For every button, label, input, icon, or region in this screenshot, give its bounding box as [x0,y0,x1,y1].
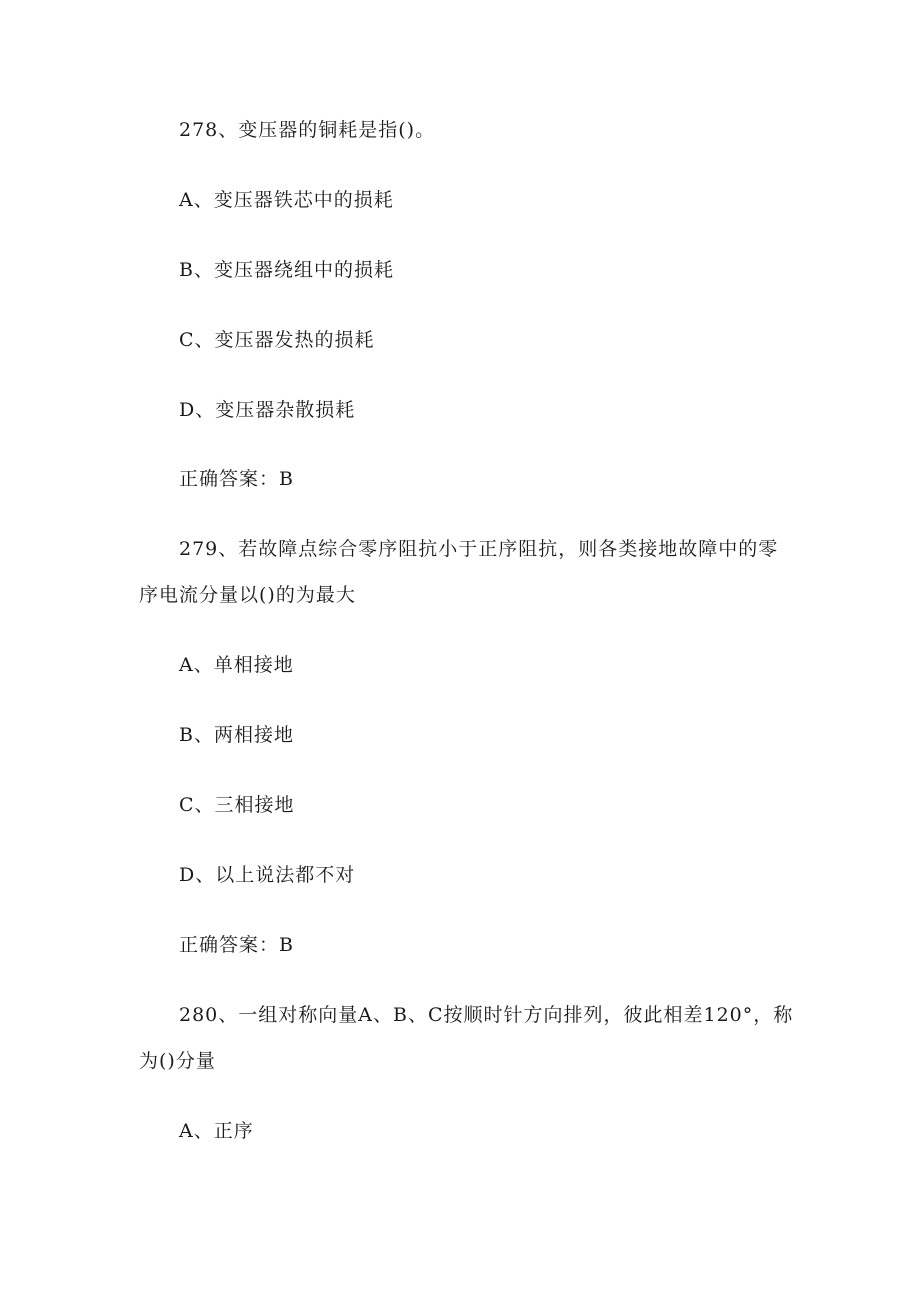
question-278-option-a: A、变压器铁芯中的损耗 [179,189,394,211]
question-280-stem-line-2: 为()分量 [139,1050,216,1072]
question-280-stem-line-1: 280、一组对称向量A、B、C按顺时针方向排列，彼此相差120°，称 [179,1004,794,1026]
question-278-option-b: B、变压器绕组中的损耗 [179,259,394,281]
question-279-option-d: D、以上说法都不对 [179,864,356,886]
question-279-option-b: B、两相接地 [179,724,294,746]
question-279-stem-line-2: 序电流分量以()的为最大 [139,584,356,606]
question-278-answer: 正确答案：B [179,468,294,490]
question-280-option-a: A、正序 [179,1120,254,1142]
question-279-option-a: A、单相接地 [179,654,294,676]
question-279-answer: 正确答案：B [179,934,294,956]
question-278-option-d: D、变压器杂散损耗 [179,399,356,421]
question-279-stem-line-1: 279、若故障点综合零序阻抗小于正序阻抗，则各类接地故障中的零 [179,538,779,560]
question-279-option-c: C、三相接地 [179,794,295,816]
question-278-stem: 278、变压器的铜耗是指()。 [179,119,436,141]
question-278-option-c: C、变压器发热的损耗 [179,329,375,351]
